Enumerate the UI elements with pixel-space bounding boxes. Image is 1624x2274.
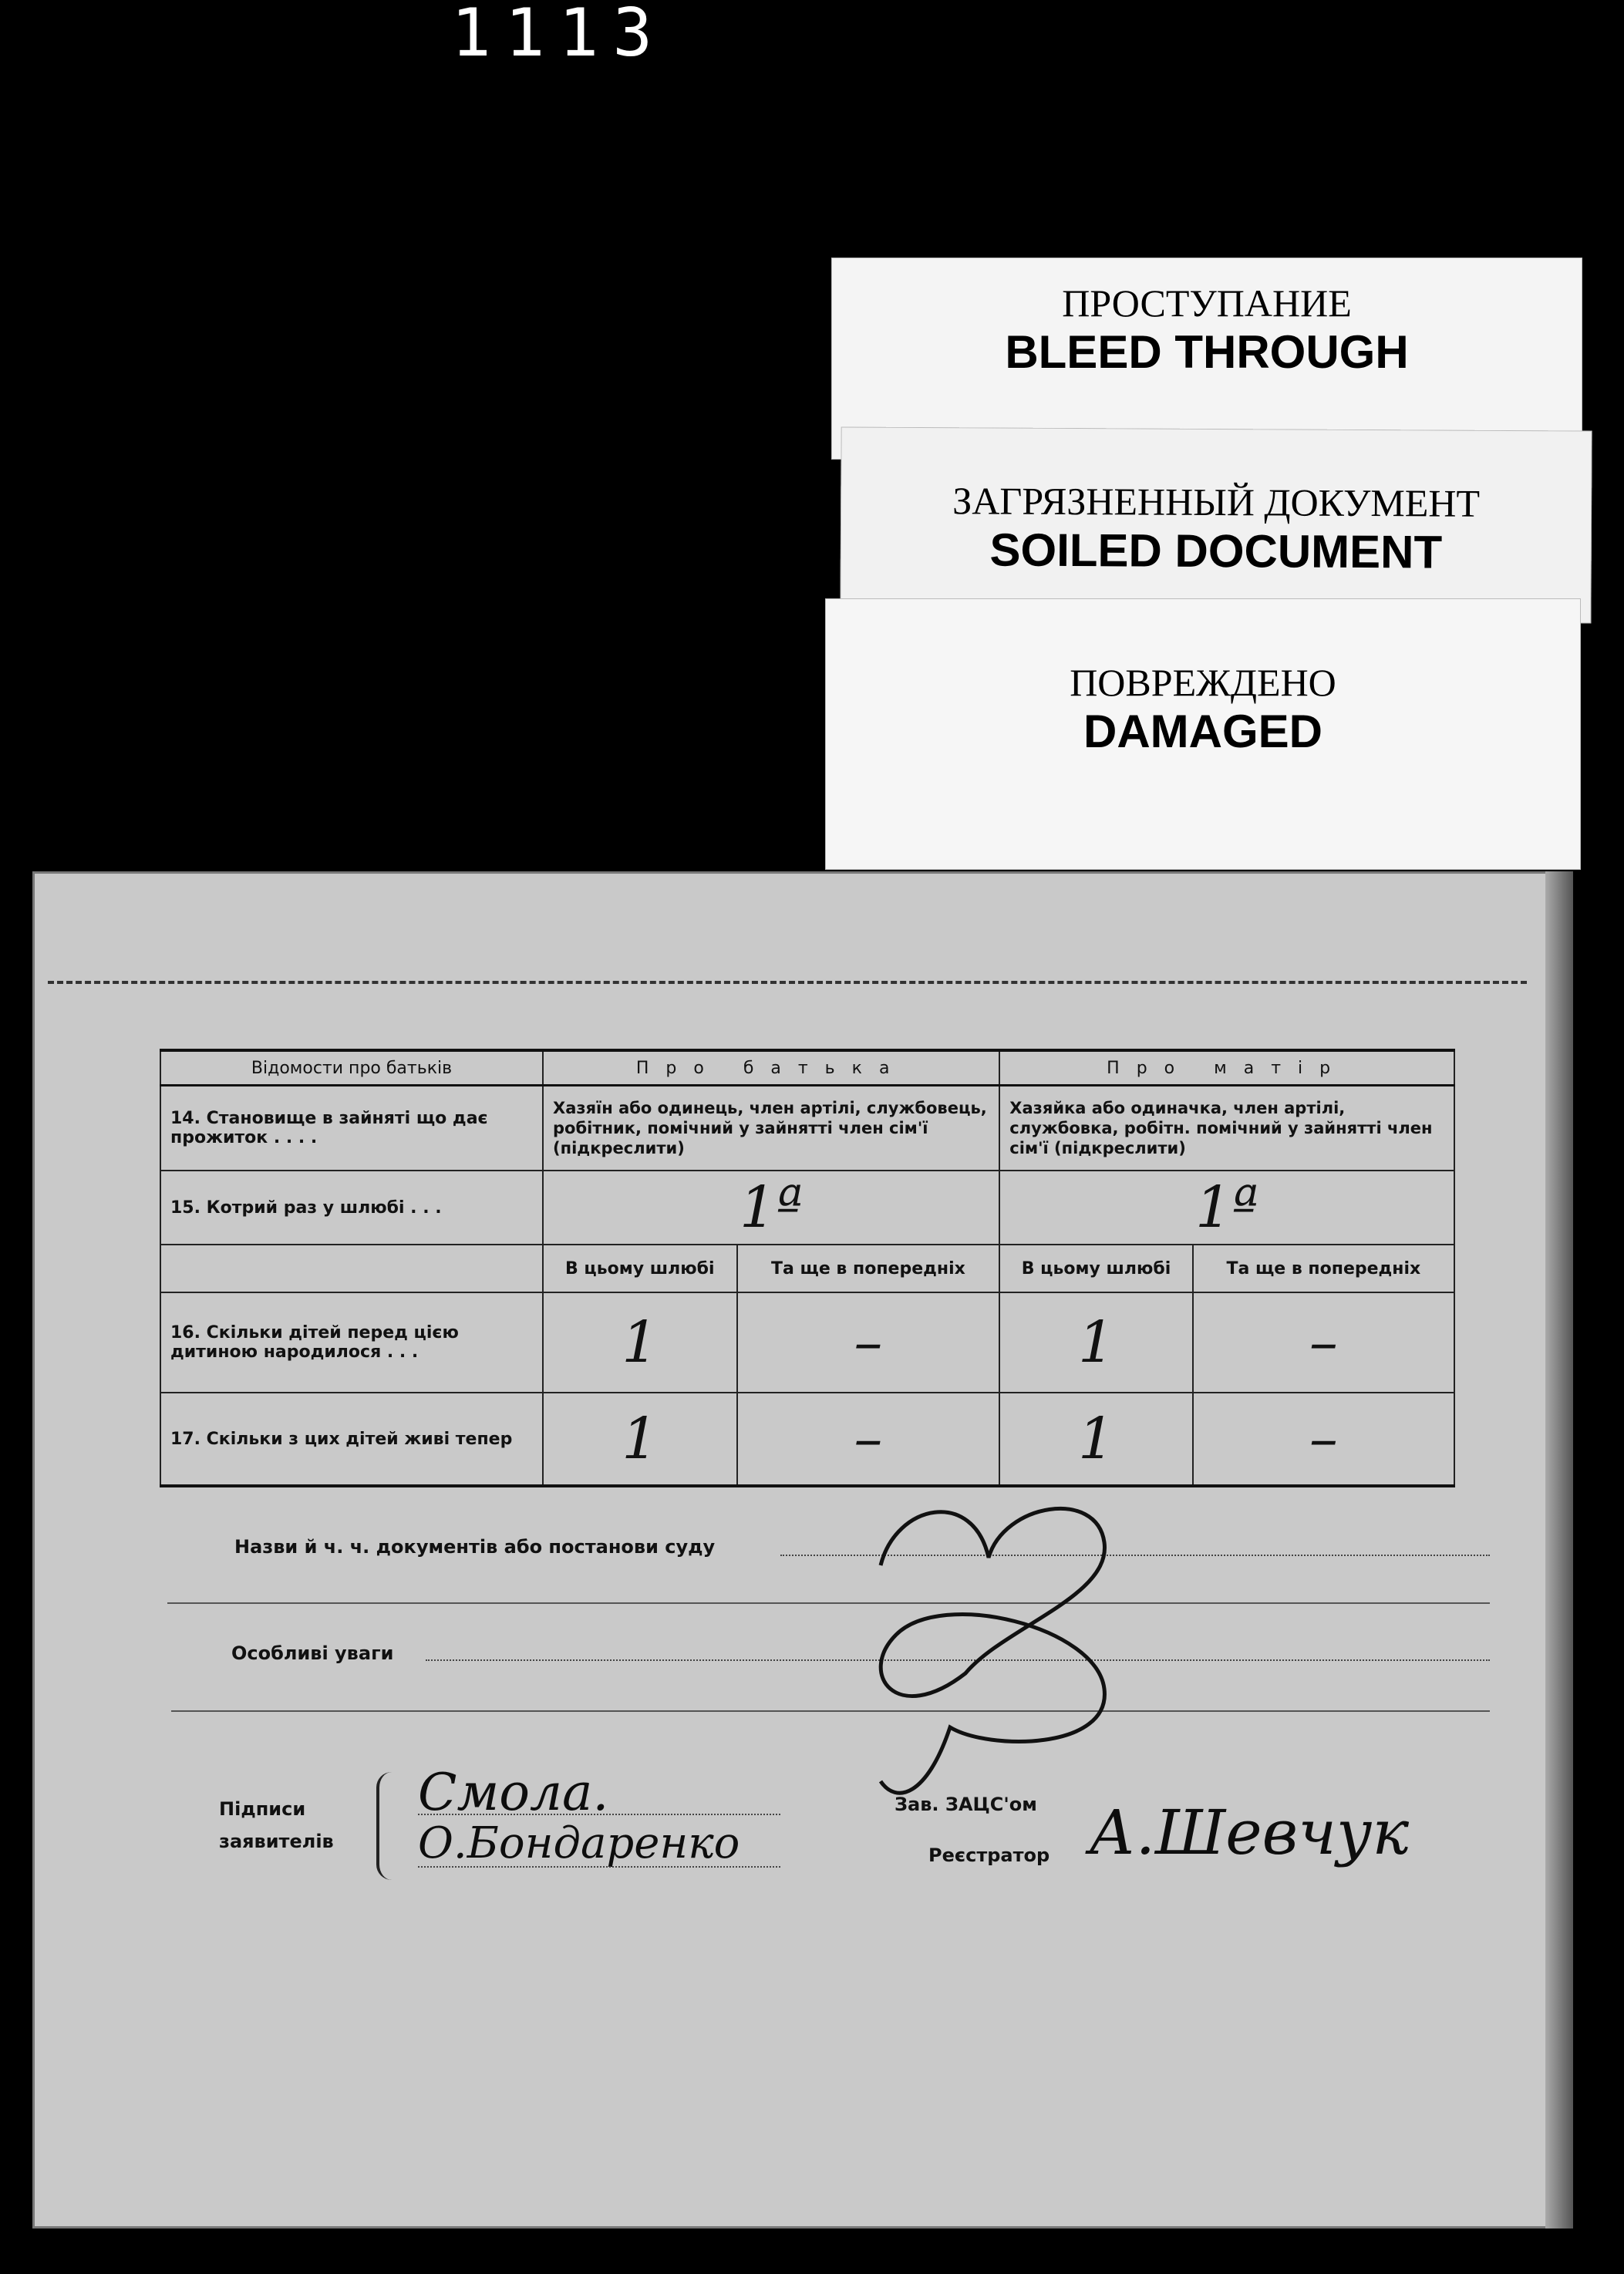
table-row (160, 1393, 1454, 1486)
row15-father-value: 1ª (543, 1171, 999, 1245)
signatures-label-1: Підписи (219, 1798, 306, 1820)
registry-form-page (32, 871, 1573, 2229)
remarks-label: Особливі уваги (231, 1642, 394, 1664)
row15-mother-value: 1ª (999, 1171, 1454, 1245)
registrar-label: Реєстратор (928, 1844, 1050, 1866)
card-en-label: DAMAGED (1083, 706, 1322, 757)
row16-label: 16. Скільки дітей перед цією дитиною народилося . . . (160, 1292, 543, 1393)
card-ru-label: ПРОСТУПАНИЕ (1062, 281, 1352, 325)
damaged-card (825, 598, 1581, 870)
perforation-line (48, 981, 1527, 984)
signatures-label-2: заявителів (219, 1831, 334, 1852)
row17-value: – (737, 1393, 1000, 1486)
row16-value: – (1193, 1292, 1454, 1393)
subheader-this-marriage-mother: В цьому шлюбі (999, 1245, 1192, 1292)
table-row (160, 1086, 1454, 1171)
card-ru-label: ЗАГРЯЗНЕННЫЙ ДОКУМЕНТ (952, 479, 1481, 525)
row16-value: 1 (543, 1292, 737, 1393)
documents-label: Назви й ч. ч. документів або постанови суду (234, 1536, 716, 1558)
subheader-empty (160, 1245, 543, 1292)
subheader-row (160, 1245, 1454, 1292)
signature-line-1 (418, 1814, 780, 1815)
soiled-document-card (840, 426, 1592, 623)
header-mother: Про матір (999, 1050, 1454, 1086)
card-ru-label: ПОВРЕЖДЕНО (1070, 661, 1336, 704)
subheader-previous-father: Та ще в попередніх (737, 1245, 1000, 1292)
cross-out-mark (850, 1473, 1174, 1828)
row17-label: 17. Скільки з цих дітей живі тепер (160, 1393, 543, 1486)
table-header-row (160, 1050, 1454, 1086)
row14-mother-options: Хазяйка або одиначка, член артілі, службовка, робітн. помічний у зайнятті член сім'ї (підкреслити) (999, 1086, 1454, 1171)
card-en-label: SOILED DOCUMENT (989, 524, 1443, 578)
applicant-signature-2: О.Бондаренко (418, 1818, 740, 1868)
row17-value: – (1193, 1393, 1454, 1486)
documents-line-2 (167, 1602, 1490, 1604)
signatures-brace (376, 1772, 403, 1880)
row15-label: 15. Котрий раз у шлюбі . . . (160, 1171, 543, 1245)
header-father: Про батька (543, 1050, 999, 1086)
row16-value: – (737, 1292, 1000, 1393)
row17-value: 1 (543, 1393, 737, 1486)
applicant-signature-1: Смола. (418, 1763, 609, 1822)
table-row (160, 1171, 1454, 1245)
signature-line-2 (418, 1866, 780, 1868)
head-zags-label: Зав. ЗАЦС'ом (895, 1794, 1037, 1815)
registrar-signature: А.Шевчук (1089, 1797, 1410, 1868)
row17-value: 1 (999, 1393, 1192, 1486)
row14-label: 14. Становище в зайняті що дає прожиток . . . . (160, 1086, 543, 1171)
row16-value: 1 (999, 1292, 1192, 1393)
table-row (160, 1292, 1454, 1393)
row14-father-options: Хазяїн або одинець, член артілі, службовець, робітник, помічний у зайнятті член сім'ї (підкреслити) (543, 1086, 999, 1171)
subheader-previous-mother: Та ще в попередніх (1193, 1245, 1454, 1292)
header-parents-info: Відомости про батьків (160, 1050, 543, 1086)
subheader-this-marriage-father: В цьому шлюбі (543, 1245, 737, 1292)
card-en-label: BLEED THROUGH (1005, 326, 1409, 378)
remarks-line-2 (171, 1710, 1490, 1712)
frame-number: 1113 (451, 0, 667, 72)
parents-info-table (160, 1049, 1455, 1487)
